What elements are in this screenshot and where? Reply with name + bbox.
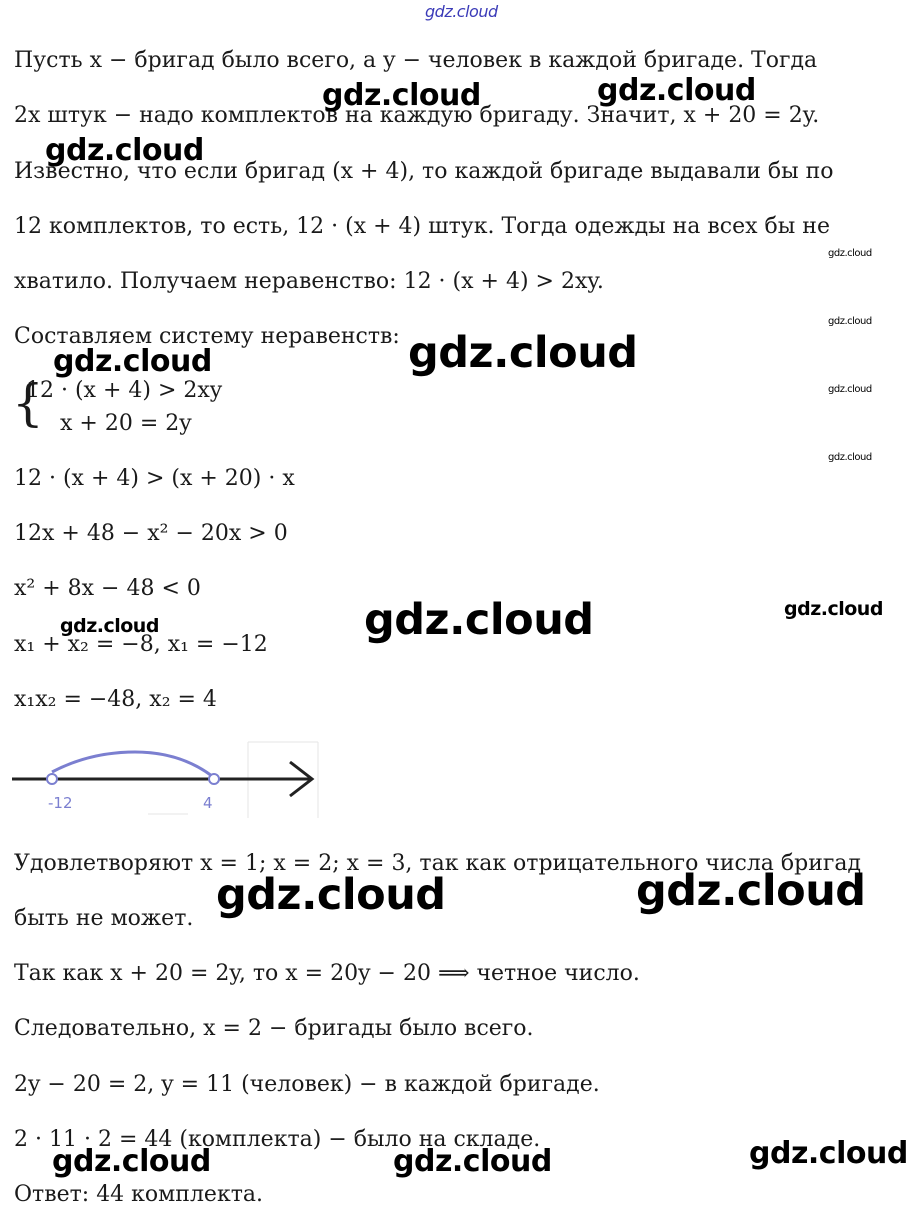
watermark: gdz.cloud: [53, 344, 212, 379]
text-line-14: Удовлетворяют x = 1; x = 2; x = 3, так как отрицательного числа бригад: [14, 851, 862, 876]
watermark: gdz.cloud: [45, 133, 204, 168]
system-brace: {: [12, 374, 44, 432]
watermark: gdz.cloud: [828, 452, 872, 463]
watermark: gdz.cloud: [749, 1136, 908, 1171]
watermark: gdz.cloud: [828, 384, 872, 395]
watermark: gdz.cloud: [393, 1144, 552, 1179]
text-line-13: x₁x₂ = −48, x₂ = 4: [14, 687, 217, 712]
text-line-3: Известно, что если бригад (x + 4), то каждой бригаде выдавали бы по: [14, 159, 834, 184]
open-point-right: [209, 774, 219, 784]
text-line-5: хватило. Получаем неравенство: 12 · (x + 4) > 2xy.: [14, 269, 604, 294]
text-line-9: 12 · (x + 4) > (x + 20) · x: [14, 466, 295, 491]
watermark: gdz.cloud: [636, 866, 866, 916]
label-left: -12: [48, 794, 73, 812]
text-line-15: быть не может.: [14, 906, 194, 931]
text-line-2: 2x штук − надо комплектов на каждую бригаду. Значит, x + 20 = 2y.: [14, 103, 820, 128]
text-line-16: Так как x + 20 = 2y, то x = 20y − 20 ⟹ четное число.: [14, 961, 640, 986]
text-line-4: 12 комплектов, то есть, 12 · (x + 4) штук. Тогда одежды на всех бы не: [14, 214, 830, 239]
system-line-2: x + 20 = 2y: [60, 411, 192, 436]
text-line-10: 12x + 48 − x² − 20x > 0: [14, 521, 288, 546]
watermark: gdz.cloud: [828, 248, 872, 259]
number-line-diagram: [0, 740, 340, 820]
open-point-left: [47, 774, 57, 784]
watermark: gdz.cloud: [828, 316, 872, 327]
text-line-12: x₁ + x₂ = −8, x₁ = −12: [14, 632, 268, 657]
watermark: gdz.cloud: [597, 73, 756, 108]
watermark: gdz.cloud: [408, 328, 638, 378]
text-line-6: Составляем систему неравенств:: [14, 324, 400, 349]
text-line-20: Ответ: 44 комплекта.: [14, 1182, 263, 1207]
watermark: gdz.cloud: [364, 595, 594, 645]
label-right: 4: [203, 794, 213, 812]
watermark: gdz.cloud: [322, 78, 481, 113]
watermark: gdz.cloud: [784, 598, 883, 620]
text-line-17: Следовательно, x = 2 − бригады было всего.: [14, 1016, 534, 1041]
text-line-18: 2y − 20 = 2, y = 11 (человек) − в каждой бригаде.: [14, 1072, 600, 1097]
text-line-1: Пусть x − бригад было всего, а y − человек в каждой бригаде. Тогда: [14, 48, 818, 73]
interval-arc: [52, 752, 212, 776]
text-line-11: x² + 8x − 48 < 0: [14, 576, 201, 601]
watermark: gdz.cloud: [425, 2, 498, 21]
text-line-19: 2 · 11 · 2 = 44 (комплекта) − было на складе.: [14, 1127, 541, 1152]
watermark: gdz.cloud: [60, 615, 159, 637]
watermark: gdz.cloud: [216, 870, 446, 920]
system-line-1: 12 · (x + 4) > 2xy: [26, 378, 223, 403]
watermark: gdz.cloud: [52, 1144, 211, 1179]
